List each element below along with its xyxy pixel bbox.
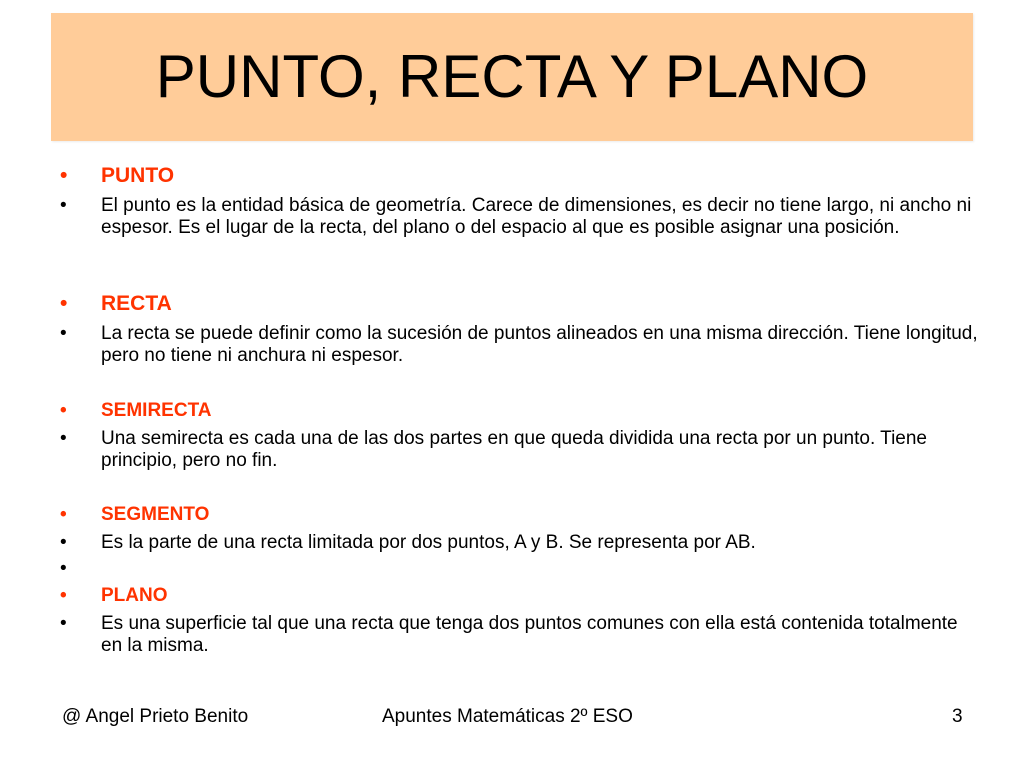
section-body-text: Es una superficie tal que una recta que tenga dos puntos comunes con ella está contenida totalmente en la misma. — [101, 613, 958, 656]
bullet-icon: • — [60, 164, 68, 187]
section-heading-label: SEGMENTO — [101, 504, 210, 525]
section-heading-plano — [60, 585, 980, 607]
section-body-recta — [60, 323, 980, 367]
footer-author: @ Angel Prieto Benito — [62, 706, 249, 727]
empty-bullet-row — [60, 558, 980, 580]
section-heading-label: RECTA — [101, 292, 172, 315]
empty-bullet-text — [101, 558, 980, 580]
bullet-icon: • — [60, 585, 67, 606]
bullet-icon: • — [60, 292, 68, 315]
bullet-icon: • — [60, 323, 67, 344]
section-body-punto — [60, 195, 980, 239]
section-heading-segmento — [60, 504, 980, 526]
section-body-segmento — [60, 532, 980, 554]
footer-course: Apuntes Matemáticas 2º ESO — [382, 706, 633, 727]
section-body-text: El punto es la entidad básica de geometría. Carece de dimensiones, es decir no tiene largo, ni ancho ni espesor. Es el lugar de la recta, del plano o del espacio al que es posible asignar una posición. — [101, 195, 972, 238]
section-heading-punto — [60, 164, 980, 188]
section-body-text: Una semirecta es cada una de las dos partes en que queda dividida una recta por un punto. Tiene principio, pero no fin. — [101, 428, 927, 471]
bullet-icon: • — [60, 428, 67, 449]
bullet-icon: • — [60, 558, 67, 579]
section-body-text: Es la parte de una recta limitada por dos puntos, A y B. Se representa por AB. — [101, 532, 756, 553]
bullet-icon: • — [60, 613, 67, 634]
bullet-icon: • — [60, 532, 67, 553]
section-body-text: La recta se puede definir como la sucesión de puntos alineados en una misma dirección. Tiene longitud, pero no tiene ni anchura ni espesor. — [101, 323, 978, 366]
section-heading-semirecta — [60, 400, 980, 422]
bullet-icon: • — [60, 504, 67, 525]
section-heading-label: PLANO — [101, 585, 168, 606]
bullet-icon: • — [60, 400, 67, 421]
section-heading-label: PUNTO — [101, 164, 175, 187]
section-body-plano — [60, 613, 980, 657]
section-heading-label: SEMIRECTA — [101, 400, 212, 421]
section-body-semirecta — [60, 428, 980, 472]
section-heading-recta — [60, 292, 980, 316]
footer-page-number: 3 — [952, 706, 963, 727]
bullet-icon: • — [60, 195, 67, 216]
slide-title: PUNTO, RECTA Y PLANO — [155, 43, 869, 110]
